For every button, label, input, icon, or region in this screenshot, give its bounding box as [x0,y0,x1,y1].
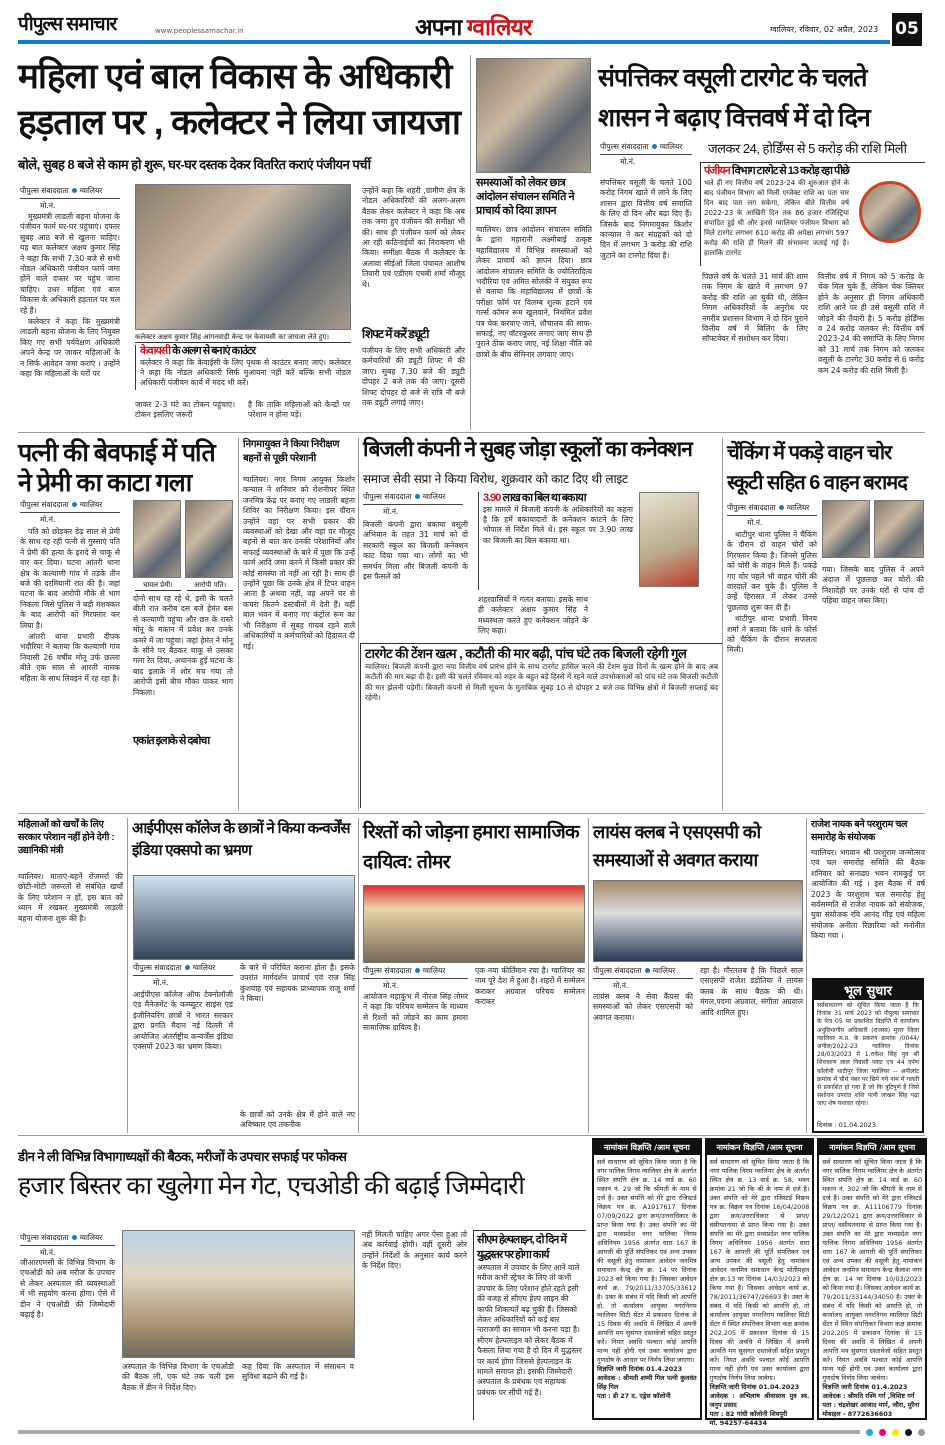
s7-para2: थाटीपुर थाना प्रभारी विनय शर्मा ने बताया कि थाने के फोर्स को चैकिंग के दौरान सफलता मिली। [727,614,817,655]
s10-col2: एक नया कीर्तिमान रचा है। ग्वालियर का नाम पूरे देश में हुआ है। शहरों में सम्मेलन कराकर अग्रवाल परिचय सम्मेलन कराकर [475,966,586,1007]
byline-name: पीपुल्स संवाददाता [133,963,182,972]
s3-box [700,162,925,266]
byline-city: ग्वालियर [79,1233,103,1242]
s6-col1: बिजली कंपनी द्वारा बकाया वसूली अभियान के तहत 31 मार्च को दो सरकारी स्कूल का बिजली कनेक्शन काट दिया गया था। लोगों का भी समर्थन मिला और बिजली कंपनी के इस फैसले को [363,520,468,582]
s4-para2: आंतरी थाना प्रभारी दीपक भदौरिया ने बताया कि कल्याणी गांव निवासी 26 वर्षीय मोनू उर्फ छल्ला बीते एक साल से आरती नामक महिला के साथ लिवइन में रह रहा है। [20,632,120,683]
s3-box-red: पंजीयन [704,165,730,177]
s3-headline-line1: संपत्तिकर वसूली टारगेट के चलते [598,64,867,92]
s12-text: ग्वालियर। भगवान श्री परशुराम जन्मोत्सव एवं चल समारोह समिति की बैठक शनिवार को सनाढ्य भवन रामकुई पर आयोजित की गई । इस बैठक में वर्ष 2023 के परशुराम चल समारोह हेतु सर्वसम्मति से राजेश नायक को संयोजक, युवा संयोजक रवि आनंद गौड़ एवं महिला संयोजक अनीता रिछारिया को मनोनीत किया गया । [811,848,925,941]
notice [592,1138,702,1420]
s7-col1 [727,530,817,808]
section-title-a: अपना [415,14,462,40]
gray-dot [918,1429,925,1436]
s12-headline: राजेश नायक बने परशुराम चल समारोह के संयोजक [811,819,908,843]
s9-tail: के छात्रों को उनके क्षेत्र में होने वाले नए अविष्कार एवं तकनीक [240,1110,355,1130]
s13-headline: हजार बिस्तर का खुलेगा मेन गेट, एचओडी की बढ़ाई जिम्मेदारी [18,1172,524,1200]
newspaper-logo: पीपुल्स समाचार [18,14,117,35]
notice-address: पता : 82 गांधी कॉलोनी शिवपुरी [709,1410,788,1418]
cm-helpline-text: अस्पताल में उपचार के लिए आने वाले मरीज कभी स्ट्रेचर के लिए तो कभी उपचार के लिए परेशान होते रहते इसी की वजह से सीएम हेल्प लाइन की काफी शिकायतें बढ़ चुकी हैं। जिसको लेकर अधिकारियों को कई बार नाराजगी का सामान भी करना पड़ा है। सीएम हेल्पलाइन को लेकर बैठक में फैसला लिया गया है दो दिन में युद्धस्तर पर कार्य होगा जिससे हेल्पलाइन के मामले समाप्त हो। इसकी जिम्मेदारी अस्पताल के प्रबंधक एवं सहायक प्रबंधक पर सौंपी गई है। [477,1263,582,1397]
s7-byline [727,503,817,528]
byline-mob: मो.नं. [40,1248,56,1257]
cm-helpline-head: सीएम हेल्पलाइन, दो दिन में युद्धस्तर पर होगा कार्य [477,1234,566,1261]
s1-col5: पंजीयन के लिए सभी अधिकारी और कर्मचारियों की ड्यूटी शिफ्ट में की जाए। सुबह 7.30 बजे की ड्यूटी दोपहर 2 बजे तक की जाए। दूसरी शिफ्ट दोपहर दो बजे से रात्रि नौ बजे तक ड्यूटी लगाई जाए। [362,346,465,408]
s6-box-text: इस मामले में बिजली कंपनी के अधिकारियों का कहना है कि हमें बकायादारों के कनेक्शन काटने के लिए भोपाल से निर्देश मिले थे। इस स्कूल पर 3.90 लाख का बिजली का बिल बकाया था। [483,504,633,545]
notice-text: सर्व साधारण को सूचित किया जाता है कि नगर पालिक निगम ग्वालियर क्षेत्र के अंतर्गत स्थित संपत्ति क्षेत्र क्र. 14 वार्ड क्र. 60 मकान नं. 302 जो कि श्रीमती के नाम से दर्ज है। उक्त संपत्ति को मेरे द्वारा रजिस्टर्ड विक्रय पत्र क्र. A11106779 दिनांक 29/12/2021 द्वारा क्रय/उत्तराधिकार से प्राप्त/ वसीयतनामा से प्राप्त किया गया है। उक्त संपत्ति का मेरे द्वारा मध्यप्रदेश नगर पालिक निगम अधिनियम 1956 अंतर्गत धारा 167 के आपत्ती की पूर्ति संपत्तिकर एवं अन्य उपकर की वसूली हेतु नामांकन आवेदन जनमित्र समाधान केन्द्र कैलाश नगर क्षेत्र क्र. 14 पर दिनांक 10/03/2023 को किया गया है। जिसका आवेदन कार्य क्र. 79/2011/33144/34050 है। उक्त के संबंध में यदि किसी को आपत्ति हो, तो कार्यालय आयुक्त नगरनिगम ग्वालियर सिटी सेंटर में स्थित संपत्तिकर विभाग कक्ष क्रमांक 202,205 में प्रकाशन दिनांक से 15 दिवस की अवधि में लिखित में अपनी आपत्ति मय सुसंगत दस्तावेजों सहित प्रस्तुत करें। नियत अवधि पश्चात कोई आपत्ति मान्य नहीं होगी एवं उक्त कार्यालय द्वारा गुणदोष निर्णय लिया जावेगा। [822,1158,923,1382]
s9-col1: आईपीएस कॉलेज ऑफ टेक्नोलॉजी एंड मैनेजमेंट के कम्प्यूटर साइंस एंड इंजीनियरिंग छात्रों ने भारत सरकार द्वारा प्रगति मैदान नई दिल्ली में आयोजित अंतर्राष्ट्रीय कन्वर्जेंस इंडिया एक्सपो 2023 का भ्रमण किया। [133,990,233,1052]
notice-address: पता : चंद्रशेखर आजाद मार्ग, जौरा, मुरैना [822,1401,920,1409]
s4-caption-accused: आरोपी पति। [187,581,233,591]
s3-col3: वित्तीय वर्ष में निगम को 5 करोड़ के चेक मिल चुके हैं, लेकिन चेक क्लियर होने के अनुसार ही निगम अधिकारी राशि आने पर ही उसे वसूली राशि में जोड़ने की तैयारी है। 5 करोड़ होर्डिंग्स व 24 करोड़ जलकर से: वित्तीय वर्ष 2023-24 की समाप्ति के लिए निगम को 31 मार्च तक निगम को जलकर वसूली के टारगेट 30 करोड़ से 6 करोड़ कम 24 करोड़ की राशि मिली है। [818,272,924,375]
s7-headline-line2: स्कूटी सहित 6 वाहन बरामद [727,472,907,494]
s1-photo [135,184,351,330]
byline-name: पीपुल्स संवाददाता [593,966,642,975]
s7-headline-line1: चेंकिंग में पकड़े वाहन चोर [727,442,892,464]
s9-headline: आईपीएस कॉलेज के छात्रों ने किया कन्वर्जेंस इंडिया एक्सपो का भ्रमण [132,820,350,859]
s11-byline [593,966,693,991]
dateline: ग्वालियर, रविवार, 02 अप्रैल, 2023 [770,25,879,34]
s1-kicker-red: केवायसी [140,345,171,357]
s10-byline [363,966,468,991]
section-title [415,14,531,40]
s9-col2: के बारे में परिचित कराना होता है। इसके उपरांत मार्गदर्शन प्राचार्य एवं राज सिंह कुशवाह एवं सहायक प्राध्यापक राजू शर्मा ने किया। [240,963,355,1004]
notice-body [819,1155,925,1422]
s1-caption: कलेक्टर अक्षय कुमार सिंह आंगनवाड़ी केन्द्र पर केवायसी का जायजा लेते हुए। [135,333,351,343]
s1-kicker-body: कलेक्टर ने कहा कि केवाईसी के लिए पृथक से काउंटर बनाए जाएं। कलेक्टर ने कहा कि नोडल अधिकारी सिर्फ मुआयना नहीं करें बल्कि सभी नोडल अधिकारी पंजीयन कार्य में मदद भी करें। [140,357,351,388]
s7-photo-accused2 [874,500,924,558]
s3-col1: संपत्तिकर वसूली के चलते 100 करोड़ निगम खाते में लाने के लिए शासन द्वारा वित्तीय वर्ष समाप्ति के लिए दो दिन और बढ़ा दिए हैं। जिसके बाद निगमायुक्त किशोर कान्याल ने कर संग्रहकों को दो दिन में लगभग 3 करोड़ की राशि जुटाने का टारगेट दिया है। [600,178,692,260]
s13-photo [122,1230,355,1358]
s6-box2 [360,643,722,808]
notice-date: विज्ञप्ति जारी दिनांक 01.4.2023 [822,1383,908,1391]
s11-headline: लायंस क्लब ने एसएसपी को समस्याओं से अवगत कराया [593,822,761,870]
s13-subhead: डीन ने ली विभिन्न विभागाध्यक्षों की बैठक, मरीजों के उपचार सफाई पर फोकस [18,1149,347,1164]
s11-photo [593,880,803,962]
s1-headline [18,54,468,146]
notice [705,1138,815,1427]
s7-col2: गया। जिसके बाद पुलिस ने अपने अंदाज में पूछताछ कर चोरों की निशादेही पर उनके घरों से पांच दो पहिया वाहन जब्त किए। [822,565,924,606]
s3-subhead: जलकर 24, होर्डिंग्स से 5 करोड़ की राशि मिली [708,141,907,156]
byline-city: ग्वालियर [422,966,446,975]
notice-phone: मो. 94257-64434 [709,1419,767,1427]
notice-body [707,1155,813,1431]
s8-headline: महिलाओं को खर्चों के लिए सरकार परेशान नहीं होने देगी : उद्यानिकी मंत्री [18,819,115,856]
byline-city: ग्वालियर [422,492,446,501]
s3-col2: पिछले वर्ष के चलते 31 मार्च की शाम तक निगम के खाते में लगभग 97 करोड़ की राशि आ चुकी थी, लेकिन निगम अधिकारियों के अनुरोध पर नगरीय प्रशासन विभाग ने दो दिन पुराने वित्तीय वर्ष में बिलिंग के लिए सॉफ्टवेयर में संशोधन कर दिया। [702,272,808,344]
cyan-dot [866,1429,873,1436]
s3-box-title: विभाग टारगेट से 13 करोड़ रहा पीछे [731,165,849,177]
s5-headline: निगमायुक्त ने किया निरीक्षण बहनों से पूछी परेशानी [243,439,340,464]
s6-subhead: समाज सेवी सप्रा ने किया विरोध, शुक्रवार को काट दिए थी लाइट [363,472,628,486]
s2-text: ग्वालियर। छात्र आंदोलन संचालन समिति के द्वारा महारानी लक्ष्मीबाई उत्कृष्ट महाविद्यालय में विभिन्न समस्याओं को लेकर प्राचार्य को ज्ञापन दिया। छात्र आंदोलन संचालन समिति के ज्योतिरादित्य भदौरिया एवं अमित सोलंकी ने संयुक्त रूप से बताया कि महाविद्यालय में छात्रों के परीक्षा फॉर्म पर विलम्ब शुल्क हटाने एवं गर्ल्स कॉमन रूम खुलवाने, नियमित प्रवेश पत्र चेक करवाए जाने, शौचालय की साफ-सफाई, नए वॉटरकूलर लगाए जाए साथ ही पुराने ठीक कराए जाए, नई शिक्षा नीति को छात्रों के बीच सेमिनार लगवाए जाए। [476,225,592,359]
divider [18,432,925,433]
s3-box-text: भले ही नए वित्तीय वर्ष 2023-24 की शुरुआत होने के बाद पंजीयन विभाग को मिली एग्जेक्ट राशि का पता चार दिन बाद पता लग सकेगा, लेकिन बीते वित्तीय वर्ष 2022-23 के आखिरी दिन तक 66 हजार रजिस्ट्रियां संपादित हुई थी और इनसे ग्वालियर पंजीयन विभाग को मिले टारगेट लगभग 610 करोड़ की अपेक्षा लगभग 597 करोड़ की राशि ही मिलने की संभावना जताई गई है। हालांकि टारगेट [704,178,849,257]
byline-city: ग्वालियर [786,503,810,512]
correction-date: दिनांक : 01.04.2023 [817,1121,876,1129]
s1-byline [20,186,120,211]
divider [588,818,589,1133]
s3-byline [600,142,692,167]
byline-name: पीपुल्स संवाददाता [20,1233,69,1242]
s13-col4: नहीं मिलती चाहिए अगर ऐसा हुआ तो अब कार्रवाई होगी। वहीं दूसरी ओर उन्होंने निर्देशों के अनुसार कार्य करने के निर्देश दिए। [362,1230,467,1271]
byline-city: ग्वालियर [192,963,216,972]
s4-headline [18,438,233,498]
masthead [0,0,945,48]
byline-mob: मो.नं. [620,157,636,166]
notice-title: नामांकन विज्ञप्ति /आम सूचना [707,1140,813,1155]
fort-illustration [859,181,921,243]
s1-kicker [140,345,351,358]
s1-col2: जाकर 2-3 घंटे का टोकन पहुंचाएं। टोकन इसलिए जरूरी [135,400,235,420]
s1-col1 [20,212,120,427]
divider [127,818,128,1133]
notice-date: विज्ञप्ति जारी दिनांक 01.04.2023 [709,1383,800,1391]
divider [18,1135,925,1136]
byline-mob: मो.नं. [40,201,56,210]
byline-city: ग्वालियर [659,142,683,151]
masthead-rule [18,40,890,44]
s7-photo-accused1 [822,500,870,558]
byline-name: पीपुल्स संवाददाता [727,503,776,512]
byline-mob: मो.नं. [747,518,763,527]
notice-applicant: आवेदक : श्रीमती शम्मी गिल पत्नी कुलवंत सिंह गिल [597,1374,697,1391]
s4-headline-line2: ने प्रेमी का काटा गला [18,469,192,497]
divider [470,55,471,430]
s6-box [478,492,700,590]
s1-kicker-text: के अलग से बनाएं काउंटर [172,345,255,357]
s2-headline: समस्याओं को लेकर छात्र आंदोलन संचालन समिति ने प्राचार्य को दिया ज्ञापन [476,177,575,217]
s1-col3: है कि ताकि महिलाओं को केन्द्रों पर परेशान न होना पड़े। [248,400,350,420]
s1-para2: कलेक्टर ने कहा कि मुख्यमंत्री लाडली बहना योजना के लिए नियुक्त किए गए सभी पर्यवेक्षण अधिकारी अपने केन्द्र पर जाकर महिलाओं के न सिर्फ आवेदन जमा कराएं । उन्होंने कहा कि महिलाओं के घरों पर [20,317,120,379]
black-dot [905,1429,912,1436]
notice-body [594,1155,700,1404]
s13-byline [20,1233,115,1258]
s9-byline [133,963,233,988]
correction-title: भूल सुधार [814,980,922,1000]
s6-col2: शहरवासियों ने गलत बताया। इसके साथ ही कलेक्टर अक्षय कुमार सिंह ने मध्यस्थता करते हुए कनेक्शन जोड़ने के लिए कहा। [478,595,588,636]
s13-col1: जीआरएमसी के विभिन्न विभाग के एचओडी को अब मरीज के उपचार से लेकर अस्पताल की व्यवस्थाओं में भी सहयोग करना होगा। ऐसे में डीन ने एचओडी की जिम्मेदारी बढ़ाई है। [20,1258,115,1320]
magenta-dot [879,1429,886,1436]
notices [592,1138,927,1427]
byline-mob: मो.नं. [383,981,399,990]
notice [817,1138,927,1420]
s5-text: ग्वालियर। नगर निगम आयुक्त किशोर कन्याल ने शनिवार को रोशनीघर स्थित जनमित्र केंद्र पर बनाए गए लाडली बहना शिविर का निरीक्षण किया। इस दौरान उन्होंने वहां पर सभी प्रकार की व्यवस्थाओं को देखा और वहां पर मौजूद बहनों से बात कर उनकी परेशानियों और सफाई व्यवस्थाओं के बारे में पूछा कि उन्हें फार्म आदि जमा करने में किसी प्रकार की कोई समस्या तो नहीं आ रही है। साथ ही उन्होंने पूछा कि उनके क्षेत्र में टिपर वाहन आता है अथवा नहीं, वह अपने घर से कचरा कितने डस्टबीनों में देती हैं। वहीं बाल भवन में बनाए गए कंट्रोल रूम का भी निरीक्षण में सुबह गायब रहने वाले अधिकारियों व कर्मचारियों को हिदायत दी गई। [243,475,355,651]
website-url[interactable]: www.peoplessamachar.in [155,27,244,35]
byline-mob: मो.नं. [613,981,629,990]
notice-text: सर्व साधारण को सूचित किया जाता है कि नगर पालिक निगम ग्वालियर क्षेत्र के अंतर्गत स्थित संपत्ति क्षेत्र क्र. 14 वार्ड क्र. 60 मकान नं. 29 जो कि श्रीमती के नाम से दर्ज है। उक्त संपत्ति को मेरे द्वारा रजिस्टर्ड विक्रय पत्र क्र. A1917617 दिनांक 07/09/2022 द्वारा क्रय/उत्तराधिकार के प्राप्त किया गया है। उक्त संपत्ति का मेरे द्वारा मध्यप्रदेश नगर पालिका निगम अधिनियम 1956 अंतर्गत धारा 167 के आपत्ती की पूर्ति संपत्तिकर एवं अन्य उपकर की वसूली हेतु नामांकन आवेदन जनमित्र समाधान केन्द्र क्षेत्र क्र. 14 पर दिनांक 2023 को किया गया है। जिसका आवेदन कार्य क्र. 79/2011/33705/33612 है। उक्त के संबंध में यदि किसी को आपत्ति हो, तो कार्यालय आयुक्त नगरनिगम ग्वालियर सिटी सेंटर में प्रकाशन दिनांक से 15 दिवस की अवधि में लिखित में अपनी आपत्ति मय सुसंगत दस्तावेजों सहित प्रस्तुत करें। नियत अवधि पश्चात कोई आपत्ति मान्य नहीं होगी एवं उक्त कार्यालय द्वारा गुणदोष के आधार पर निर्णय लिया जाएगा। [597,1158,697,1364]
s6-byline [363,492,463,517]
print-registration-strip [18,1428,925,1436]
divider [238,438,239,810]
s6-headline: बिजली कंपनी ने सुबह जोड़ा स्कूलों का कनेक्शन [363,438,692,461]
byline-mob: मो.नं. [153,978,169,987]
s3-headline [598,58,928,138]
byline-mob: मो.नं. [40,515,56,524]
s3-box-head [704,165,922,178]
divider [18,813,925,814]
s11-col2: रहा है। गौरतलब है कि पिछले साल एसएसपी राजेश डंडोतिया ने लायंस क्लब के साथ बैठक की थी। मंगल,पदमा अग्रवाल, संगीता अग्रवाल आदि शामिल हुए। [700,966,803,1017]
s4-sub: एकांत इलाके से दबोचा [133,735,210,747]
byline-name: पीपुल्स संवाददाता [363,966,412,975]
s7-headline [727,438,927,498]
divider [358,818,359,1133]
s10-photo [363,885,585,963]
divider [806,818,807,1133]
s6-box2-head: टारगेट की टेंशन खत्म , कटौती की मार बढ़ी, पांच घंटे तक बिजली रहेगी गुल [365,646,687,661]
notice-title: नामांकन विज्ञप्ति /आम सूचना [819,1140,925,1155]
notice-address: पता : डी 27 द. एड्रेस कॉलोनी [597,1392,671,1400]
s2-photo [476,58,591,173]
s10-col1: आयोजन महाकुंभ में नीरज सिंह तोमर ने कहा कि परिचय सम्मेलन के माध्यम से रिश्तों को जोड़ने का काम हमारा सामाजिक दायित्व है। [363,992,468,1033]
bulb-illustration [639,492,699,587]
correction-box [812,978,924,1133]
s8-text: ग्वालियर। माताएं-बहनें रोजमर्रा की छोटी-मोटी जरूरतों से संबंधित खर्चों के लिए परेशान न हों, इस बात को ध्यान में रखकर मुख्यमंत्री लाड़ली बहना योजना शुरू की है। [18,872,123,923]
section-title-b: ग्वालियर [466,14,532,40]
byline-city: ग्वालियर [652,966,676,975]
byline-city: ग्वालियर [79,186,103,195]
s4-para1: पति को छोड़कर डेढ़ साल से प्रेमी के साथ रह रही पत्नी से गुस्साएं पति ने प्रेमी की हत्या के इरादे से चाकू से वार कर दिया। घटना आंतरी थाना क्षेत्र के कल्याणी गांव में तड़के तीन बजे की दरमियानी रात की है। जहां घटना के बाद आरोपी मौके से भाग निकला जिसे पुलिस ने बड़ी मशक्कत के बाद आरोपी को गिरफ्तार कर लिया है। [20,527,120,630]
s13-col2: अस्पताल के विभिन्न विभाग के एचओडी की बैठक ली, एक घंटे तक चली इस बैठक में डीन ने निर्देश दिए। [122,1362,234,1392]
s1-sub2: शिफ्ट में करें ड्यूटी [362,327,429,341]
notice-phone: मोबाइल - 8772636603 [822,1410,893,1418]
s11-col1: लायंस क्लब ने सेवा कैंपस की समस्याओं को लेकर एसएसपी को अवगत कराया। [593,992,693,1022]
s10-headline: रिश्तों को जोड़ना हमारा सामाजिक दायित्व: तोमर [363,822,579,873]
s1-col4: उन्होंने कहा कि शहरी ,ग्रामीण क्षेत्र के नोडल अधिकारियों की अलग-अलग बैठक लेकर कलेक्टर ने कहा कि अब तक जमा हुए पंजीयन की समीक्षा भी की। साथ ही पंजीयन फार्म को लेकर आ रही कठिनाईयों का निराकरण भी किया। समीक्षा बैठक में कलेक्टर के अलावा सीईओ जिला पंचायत आशीष तिवारी एवं एडीएम एचबी शर्मा मौजूद थे। [362,186,465,289]
s4-photo-victim [133,500,181,578]
byline-city: ग्वालियर [79,500,103,509]
s4-col1 [20,527,120,807]
notice-text: सर्व साधारण को सूचित किया जाता है कि नगर पालिक निगम ग्वालियर क्षेत्र के अंतर्गत स्थित क्षेत्र क्र. 13 वार्ड क्र. 58, भवन क्रमांक 21 जो कि श्री के नाम से दर्ज है। उक्त संपत्ति को मेरे द्वारा रजिस्टर्ड विक्रय पत्र क्र. विक्रय पत्र दिनांक 16/04/2008 द्वारा क्रय/उत्तराधिकार से प्राप्त/ वसीयतनामा से प्राप्त किया गया है। उक्त संपत्ति का मेरे द्वारा मध्यप्रदेश नगर पालिक निगम अधिनियम 1956 अंतर्गत धारा 167 के आपत्ती की पूर्ति संपत्तिकर एवं अन्य उपकर की वसूली हेतु नामांकन आवेदन जनमित्र समाधान केन्द्र मोतीमहल क्षेत्र क्र.13 पर दिनांक 14/03/2023 को किया गया है। जिसका आवेदन कार्य क्र. 78/2011/36747/26693 है। उक्त के संबंध में यदि किसी को आपत्ति हो, तो कार्यालय आयुक्त नगरनिगम ग्वालियर सिटी सेंटर में स्थित संपत्तिकर विभाग कक्ष क्रमांक 202,205 में प्रकाशन दिनांक से 15 दिवस की अवधि में लिखित में अपनी आपत्ति मय सुसंगत दस्तावेजों सहित प्रस्तुत करें। नियत अवधि पश्चात कोई आपत्ति मान्य नहीं होगी एवं उक्त कार्यालय द्वारा गुणदोष निर्णय लिया जावेगा। [709,1158,810,1382]
divider [358,438,359,810]
notice-title: नामांकन विज्ञप्ति /आम सूचना [594,1140,700,1155]
s1-para1: मुख्यमंत्री लाडली बहना योजना के पंजीयन फार्म घर-घर पहुंचाएं। दफ्तर सुबह आठ बजे से खुलना चाहिए। यह बात कलेक्टर अक्षय कुमार सिंह ने कहा कि सभी 7.30 बजे से सभी नोडल अधिकारी पंजीयन फार्म जमा होने वाले दफ्तर पर पहुंच जाना चाहिए। उधर महिला एवं बाल विकास के अधिकारी हड़ताल पर चल रहे हैं। [20,212,120,315]
s3-headline-line2: शासन ने बढ़ाए वित्तवर्ष में दो दिन [598,104,870,132]
byline-mob: मो.नं. [383,507,399,516]
registration-bar [18,1430,860,1434]
s6-box2-text: ग्वालियर। बिजली कंपनी द्वारा नया वित्तीय वर्ष प्रारंभ होने के साथ टारगेट हासिल करने की टेंशन कुछ दिनों के खत्म होने के बाद अब कटौती की मार बढ़ा दी है। इसी की चलते रविवार को शहर के बहुत बड़े हिस्से में रहने वाले उपभोक्ताओं को पांच घंटे तक बिजली कटौती की मार झेलनी पड़ेगी। बिजली कंपनी से मिली सूचना के मुताबिक सुबह 10 से दोपहर 2 बजे तक विभिन्न क्षेत्रों में बिजली सप्लाई बंद रहेगी। [365,661,718,703]
s9-photo [133,875,355,960]
byline-name: पीपुल्स संवाददाता [600,142,649,151]
byline-name: पीपुल्स संवाददाता [363,492,412,501]
s13-col3: कह दिया कि अस्पताल में संसाधन व सुविधा बढ़ाने की गई है। [242,1362,354,1382]
correction-text: सर्वसाधारण को सूचित किया जाता है कि दिनांक 31 मार्च 2023 को पीपुल्स समाचार के पेज 05 पर प्रकाशित विज्ञप्ति में कार्यालय अनुविभागीय अधिकारी (राजस्व) मुरार जिला ग्वालियर म.प्र. के प्रकरण क्रमांक /0044/अपील/2022-23 ग्वालियर दिनांक 28/03/2023 में 1.राकेश सिंह पुत्र श्री शिवचरण लाल निवासी प्लाट एच 44 दर्पण कॉलोनी थाटीपुर जिला ग्वालियर -- अपीलांट क्रमांक में चौथे नंबर पर छिपे गये नाम में गलती से प्रकाशित हो गया है जो कि त्रुटिपूर्ण है जिसे संशोधन उपरांत शशि पत्नी लाखन सिंह पढ़ा जाए शेष यथावत रहेगा। [817,1002,919,1108]
s6-box-red: 3.90 [483,492,501,504]
notice-applicant: आवेदक : अभिलाष श्रीवास्तव पुत्र स्व. जनुप प्रसाद [709,1392,810,1409]
notice-date: विज्ञप्ति जारी दिनांक 01.4.2023 [597,1365,683,1373]
s7-para1: थाटीपुर थाना पुलिस ने चैकिंग के दौरान दो वाहन चोरों को गिरफ्तार किया है। जिनसे पुलिस को चोरी के वाहन मिले हैं। पकड़े गए चोर पहले भी वाहन चोरी की वारदातें कर चुके हैं। पुलिस ने उन्हें हिरासत में लेकर उनसे पूछताछ शुरू कर दी है। [727,530,817,612]
s1-headline-line2: हड़ताल पर , कलेक्टर ने लिया जायजा [18,103,460,142]
s4-byline [20,500,120,525]
page-number: 05 [892,13,922,46]
s4-caption-victim: घायल प्रेमी। [135,581,181,591]
yellow-dot [892,1429,899,1436]
s4-photo-accused [185,500,233,578]
divider [722,438,723,810]
s1-subhead: बोले, सुबह 8 बजे से काम हो शुरू, घर-घर दस्तक देकर वितरित कराएं पंजीयन पर्ची [18,157,371,172]
s4-col2: दोनो साथ रह रहे थे, इसी के चलते बीती रात करीब दस बजे हेमंत बस से कल्याणी पहुंचा और छत के रास्ते मोनू के मकान में प्रवेश कर उनके कमरे में जा पहुंचा। जहां हेमंत ने मोनू के सीने पर बैठकर चाकू से उसका गला रेत दिया, अचानक हुई घटना के बाद इलाके में शोर मच गया तो आरोपी इसी बीच मौका पाकर भाग निकला। [133,594,234,697]
s4-headline-line1: पत्नी की बेवफाई में पति [18,439,215,467]
byline-name: पीपुल्स संवाददाता [20,186,69,195]
cm-helpline-box [473,1230,586,1420]
s6-box-title: लाख का बिल था बकाया [502,492,586,504]
s1-headline-line1: महिला एवं बाल विकास के अधिकारी [18,57,452,96]
s1-kicker-box [135,345,351,390]
notice-applicant: आवेदक : श्रीमति रश्मि गर्ग ,विशिष्ट गर्ग [822,1392,915,1400]
byline-name: पीपुल्स संवाददाता [20,500,69,509]
